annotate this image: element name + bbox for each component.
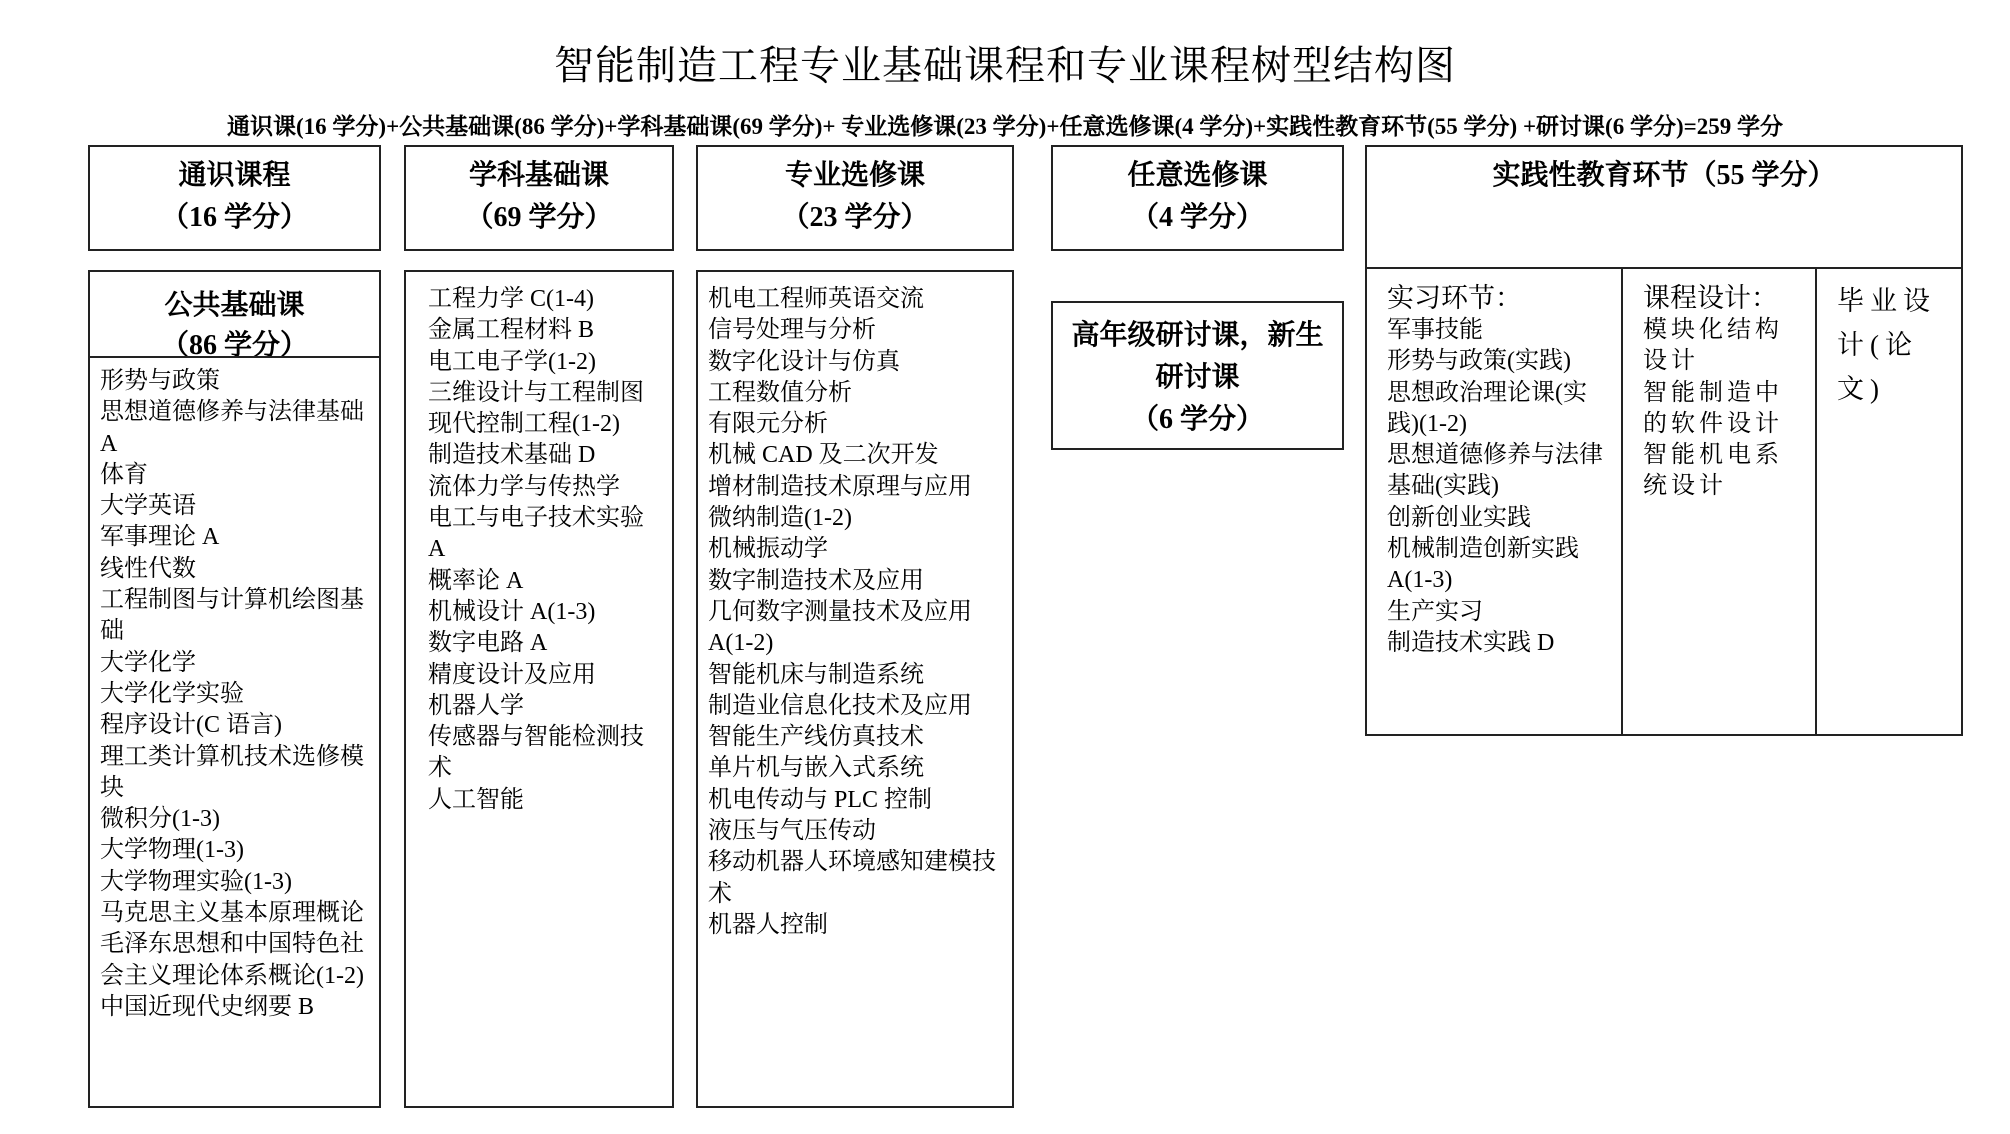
major-elective-header-box	[696, 145, 1014, 251]
seminar-line-1: 高年级研讨课，新生	[1071, 320, 1324, 351]
list-item: 机械制造创新实践 A(1-3)	[1387, 536, 1579, 594]
free-elective-name: 任意选修课	[1127, 160, 1268, 191]
list-item: 模块化结构设计	[1643, 317, 1783, 375]
free-elective-credits: （4 学分）	[1130, 202, 1264, 233]
list-item: 有限元分析	[708, 411, 828, 438]
list-item: 大学化学实验	[100, 680, 244, 707]
list-item: 智能生产线仿真技术	[708, 724, 924, 751]
list-item: 思想道德修养与法律基础 A	[100, 399, 364, 457]
public-basic-box	[88, 270, 381, 1108]
list-item: 机械 CAD 及二次开发	[708, 442, 939, 469]
list-item: 流体力学与传热学	[428, 473, 620, 500]
discipline-list	[406, 272, 672, 816]
list-item: 大学化学	[100, 649, 196, 676]
major-elective-list	[698, 272, 1012, 941]
list-item: 液压与气压传动	[708, 818, 876, 845]
list-item: 马克思主义基本原理概论	[100, 900, 364, 927]
internship-column	[1387, 281, 1613, 659]
list-item: 微纳制造(1-2)	[708, 505, 852, 532]
list-item: 移动机器人环境感知建模技术	[708, 849, 996, 907]
discipline-credits: （69 学分）	[465, 202, 613, 233]
seminar-credits: （6 学分）	[1130, 404, 1264, 435]
public-basic-credits: （86 学分）	[160, 330, 308, 358]
list-item: 思想政治理论课(实践)(1-2)	[1387, 379, 1587, 437]
general-course-box	[88, 145, 381, 251]
free-elective-box	[1051, 145, 1344, 251]
graduation-title: 毕业设计(论文)	[1837, 286, 1936, 404]
list-item: 信号处理与分析	[708, 317, 876, 344]
list-item: 工程力学 C(1-4)	[428, 286, 594, 312]
list-item: 程序设计(C 语言)	[100, 712, 282, 739]
list-item: 工程数值分析	[708, 379, 852, 406]
list-item: 形势与政策	[100, 368, 220, 394]
course-design-column	[1643, 281, 1809, 503]
list-item: 工程制图与计算机绘图基础	[100, 587, 364, 645]
practice-divider-2	[1815, 269, 1817, 734]
list-item: 大学英语	[100, 493, 196, 520]
list-item: 单片机与嵌入式系统	[708, 755, 924, 782]
list-item: 中国近现代史纲要 B	[100, 993, 315, 1020]
list-item: 智能制造中的软件设计	[1643, 379, 1783, 437]
diagram-title: 智能制造工程专业基础课程和专业课程树型结构图	[554, 43, 1456, 89]
course-design-list	[1643, 315, 1809, 503]
list-item: 制造业信息化技术及应用	[708, 692, 972, 719]
list-item: 现代控制工程(1-2)	[428, 411, 620, 438]
list-item: 数字化设计与仿真	[708, 348, 900, 375]
list-item: 机电工程师英语交流	[708, 286, 924, 312]
list-item: 金属工程材料 B	[428, 317, 595, 344]
list-item: 人工智能	[428, 786, 524, 813]
list-item: 微积分(1-3)	[100, 806, 220, 833]
list-item: 思想道德修养与法律基础(实践)	[1387, 442, 1603, 500]
credit-summary: 通识课(16 学分)+公共基础课(86 学分)+学科基础课(69 学分)+ 专业选修课(23 学分)+任意选修课(4 学分)+实践性教育环节(55 学分) +研讨课(6 学分)=259 学分	[227, 114, 1783, 139]
list-item: 电工与电子技术实验 A	[428, 505, 644, 563]
list-item: 形势与政策(实践)	[1387, 348, 1571, 375]
discipline-header-box	[404, 145, 674, 251]
list-item: 军事技能	[1387, 317, 1483, 343]
major-elective-credits: （23 学分）	[781, 202, 929, 233]
list-item: 三维设计与工程制图	[428, 379, 644, 406]
list-item: 数字制造技术及应用	[708, 567, 924, 594]
list-item: 生产实习	[1387, 598, 1483, 625]
course-design-title: 课程设计：	[1643, 283, 1778, 313]
list-item: 理工类计算机技术选修模块	[100, 743, 364, 801]
list-item: 军事理论 A	[100, 524, 220, 551]
list-item: 精度设计及应用	[428, 661, 596, 688]
list-item: 毛泽东思想和中国特色社会主义理论体系概论(1-2)	[100, 931, 364, 989]
discipline-name: 学科基础课	[468, 160, 609, 191]
list-item: 线性代数	[100, 555, 196, 582]
practice-header-box	[1365, 145, 1963, 269]
list-item: 几何数字测量技术及应用 A(1-2)	[708, 598, 972, 657]
list-item: 创新创业实践	[1387, 504, 1531, 531]
public-basic-header	[90, 272, 379, 358]
general-course-credits: （16 学分）	[160, 202, 308, 233]
list-item: 大学物理(1-3)	[100, 837, 244, 864]
discipline-list-box	[404, 270, 674, 1108]
seminar-line-2: 研讨课	[1155, 362, 1240, 393]
list-item: 机械振动学	[708, 536, 828, 563]
list-item: 制造技术实践 D	[1387, 629, 1555, 656]
list-item: 机械设计 A(1-3)	[428, 598, 596, 625]
list-item: 体育	[100, 461, 148, 488]
practice-name: 实践性教育环节（55 学分）	[1492, 160, 1836, 191]
internship-list	[1387, 315, 1613, 659]
list-item: 传感器与智能检测技术	[428, 724, 644, 782]
list-item: 机器人学	[428, 692, 524, 719]
major-elective-name: 专业选修课	[784, 160, 925, 191]
seminar-box	[1051, 301, 1344, 450]
major-elective-list-box	[696, 270, 1014, 1108]
list-item: 智能机床与制造系统	[708, 661, 924, 688]
public-basic-name: 公共基础课	[164, 290, 305, 321]
practice-divider-1	[1621, 269, 1623, 734]
list-item: 概率论 A	[428, 567, 524, 594]
list-item: 电工电子学(1-2)	[428, 348, 596, 375]
internship-title: 实习环节：	[1387, 283, 1522, 313]
public-basic-list	[90, 358, 379, 1023]
general-course-name: 通识课程	[178, 160, 291, 191]
graduation-column	[1837, 279, 1949, 411]
list-item: 大学物理实验(1-3)	[100, 868, 292, 895]
list-item: 机电传动与 PLC 控制	[708, 786, 933, 813]
list-item: 机器人控制	[708, 911, 828, 938]
list-item: 增材制造技术原理与应用	[708, 473, 972, 500]
practice-detail-box	[1365, 267, 1963, 736]
list-item: 制造技术基础 D	[428, 442, 596, 469]
list-item: 智能机电系统设计	[1643, 442, 1783, 500]
list-item: 数字电路 A	[428, 630, 548, 657]
